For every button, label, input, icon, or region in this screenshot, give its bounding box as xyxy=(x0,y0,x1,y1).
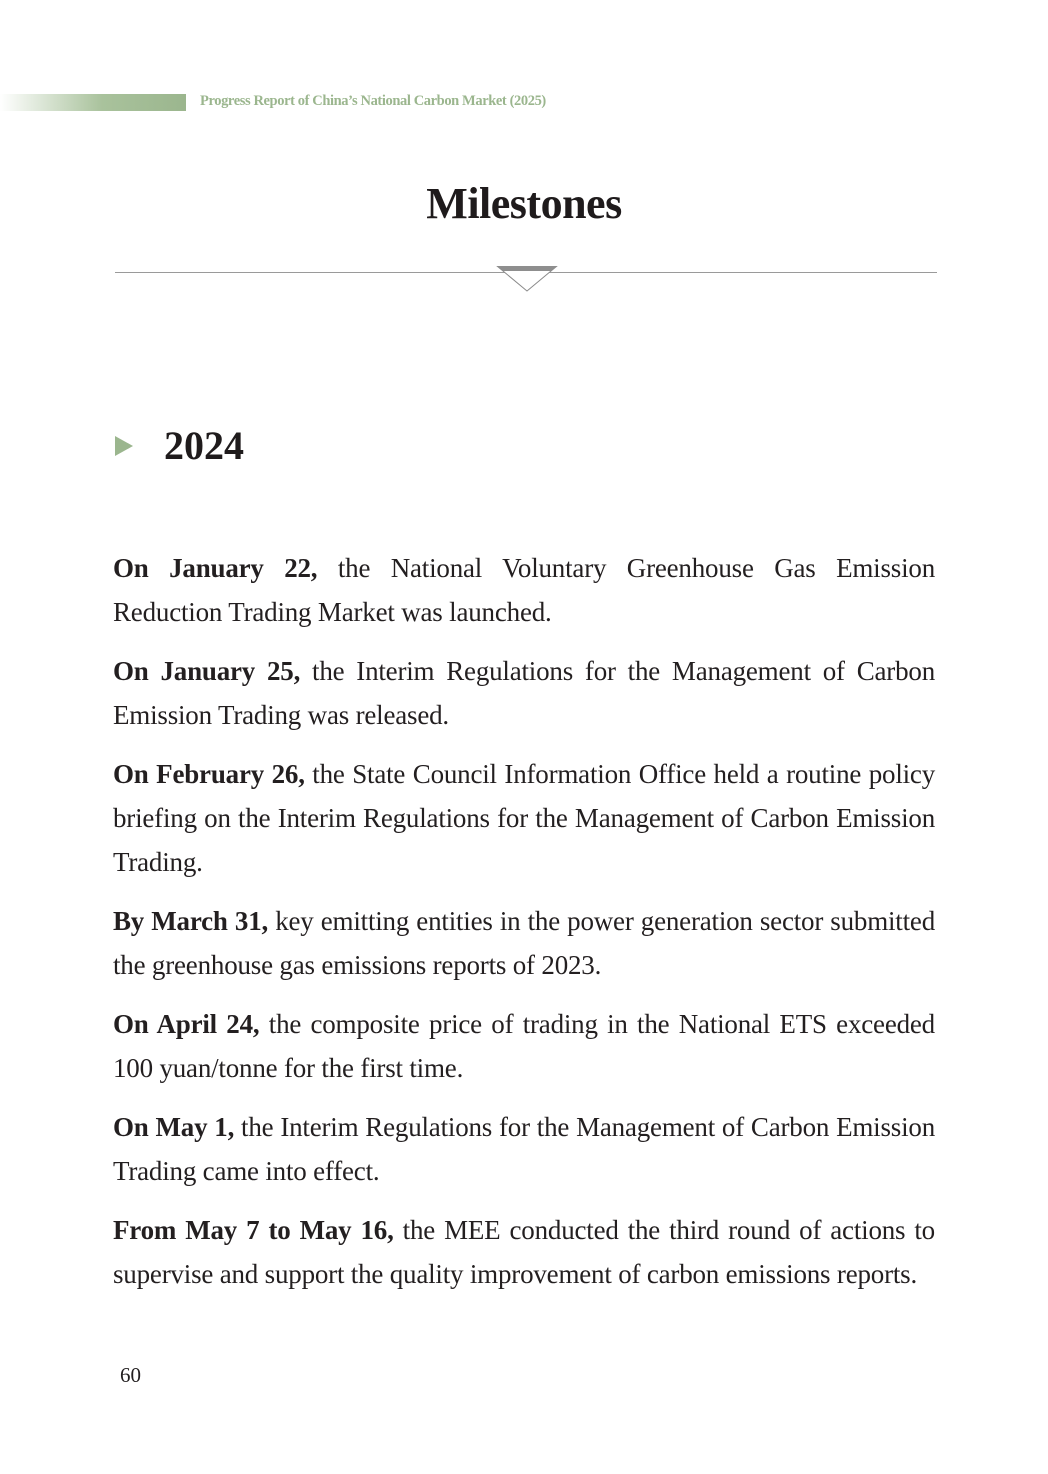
milestone-entry xyxy=(113,752,935,884)
milestone-entry xyxy=(113,546,935,634)
milestone-list xyxy=(113,546,935,1311)
year-heading xyxy=(115,422,244,469)
milestone-date: On May 1, xyxy=(113,1112,235,1142)
milestone-date: On April 24, xyxy=(113,1009,260,1039)
milestone-entry xyxy=(113,1105,935,1193)
milestone-entry xyxy=(113,1208,935,1296)
page-title: Milestones xyxy=(426,179,622,228)
milestone-text: the Interim Regulations for the Management of Carbon Emission Trading came into effect. xyxy=(113,1112,935,1186)
milestone-text: key emitting entities in the power generation sector submitted the greenhouse gas emissions reports of 2023. xyxy=(113,906,935,980)
milestone-date: On February 26, xyxy=(113,759,305,789)
header-accent-bar xyxy=(0,94,186,111)
down-triangle-icon xyxy=(496,266,558,292)
milestone-entry xyxy=(113,899,935,987)
milestone-date: On January 25, xyxy=(113,656,301,686)
milestone-text: the composite price of trading in the National ETS exceeded 100 yuan/tonne for the first time. xyxy=(113,1009,935,1083)
milestone-entry xyxy=(113,1002,935,1090)
play-triangle-icon xyxy=(115,436,133,456)
running-header: Progress Report of China’s National Carbon Market (2025) xyxy=(200,93,546,109)
milestone-text: the National Voluntary Greenhouse Gas Emission Reduction Trading Market was launched. xyxy=(113,553,935,627)
milestone-text: the MEE conducted the third round of actions to supervise and support the quality improvement of carbon emissions reports. xyxy=(113,1215,935,1289)
milestone-text: the State Council Information Office held a routine policy briefing on the Interim Regulations for the Management of Carbon Emission Trading. xyxy=(113,759,936,877)
milestone-date: By March 31, xyxy=(113,906,269,936)
year-label: 2024 xyxy=(164,423,244,468)
milestone-date: On January 22, xyxy=(113,553,318,583)
milestone-entry xyxy=(113,649,935,737)
milestone-text: the Interim Regulations for the Management of Carbon Emission Trading was released. xyxy=(113,656,935,730)
page-number: 60 xyxy=(120,1363,141,1387)
milestone-date: From May 7 to May 16, xyxy=(113,1215,394,1245)
